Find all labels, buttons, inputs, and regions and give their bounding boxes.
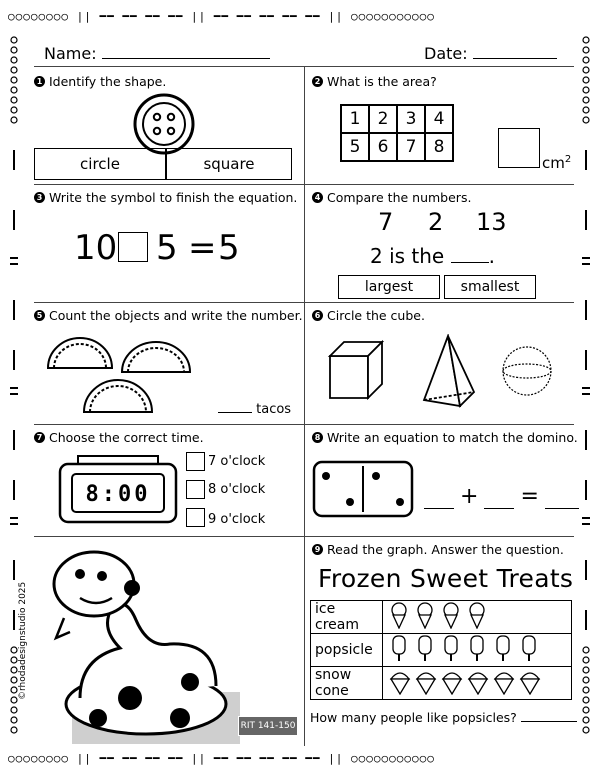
q4-number-2: 2 <box>428 208 444 236</box>
q3-title <box>34 190 297 205</box>
q2-answer-box[interactable] <box>498 128 540 168</box>
area-cell: 3 <box>397 105 425 133</box>
area-cell: 7 <box>397 133 425 161</box>
q7-title-text: Choose the correct time. <box>49 430 204 445</box>
q5-unit: tacos <box>256 402 292 417</box>
graph-title: Frozen Sweet Treats <box>318 564 574 593</box>
q3-right-number: 5 <box>156 228 178 268</box>
q4-period: . <box>488 244 495 268</box>
q3-number: 3 <box>34 192 45 203</box>
q3-equals: = <box>188 228 217 268</box>
q4-blank[interactable] <box>451 262 489 263</box>
q7-number: 7 <box>34 432 45 443</box>
q5-number: 5 <box>34 310 45 321</box>
q4-option-largest[interactable] <box>338 275 440 299</box>
area-cell: 8 <box>425 133 453 161</box>
pyramid-icon[interactable] <box>420 334 478 408</box>
grid-h1 <box>34 66 574 67</box>
ice-cream-icon <box>392 603 406 628</box>
q4-option-smallest[interactable] <box>444 275 536 299</box>
popsicle-icon <box>445 636 457 661</box>
q4-number-1: 7 <box>378 208 394 236</box>
popsicle-icon <box>393 636 405 661</box>
grid-h5 <box>34 536 574 537</box>
q7-option-7: 7 o'clock <box>208 454 266 469</box>
q4-number-3: 13 <box>476 208 507 236</box>
ice-cream-icon <box>418 603 432 628</box>
popsicle-icon <box>419 636 431 661</box>
snow-cone-icon <box>495 673 513 694</box>
snow-cone-icon <box>443 673 461 694</box>
q8-title <box>312 430 578 445</box>
name-line[interactable] <box>102 58 270 59</box>
q8-blank-3[interactable] <box>545 508 579 509</box>
q8-plus: + <box>460 484 479 509</box>
table-row <box>311 667 572 700</box>
q4-option-largest-label: largest <box>364 279 414 295</box>
row-label-snow-cone: snow cone <box>311 667 383 700</box>
q9-blank[interactable] <box>521 721 577 722</box>
q1-option-square[interactable] <box>166 148 292 180</box>
sphere-icon[interactable] <box>500 344 554 398</box>
row-label-popsicle: popsicle <box>311 634 383 667</box>
q4-title-text: Compare the numbers. <box>327 190 472 205</box>
table-row <box>311 634 572 667</box>
q3-symbol-box[interactable] <box>118 232 148 262</box>
grid-h4 <box>34 424 574 425</box>
q3-result: 5 <box>218 228 240 268</box>
snow-cone-icons <box>387 667 567 695</box>
area-cell: 5 <box>341 133 369 161</box>
q2-unit-text: cm <box>542 154 565 172</box>
q7-checkbox-7[interactable] <box>186 452 205 471</box>
q9-question-text: How many people like popsicles? <box>310 710 517 725</box>
q1-title <box>34 74 166 89</box>
border-top: ○○○○○○○○ || ━━ ━━ ━━ ━━ || ━━ ━━ ━━ ━━ ━━ || ○○○○○○○○○○○ <box>8 10 435 23</box>
q9-question <box>310 710 577 725</box>
snow-cone-icon <box>391 673 409 694</box>
ice-cream-icons <box>387 601 567 629</box>
rit-badge: RIT 141-150 <box>238 716 298 736</box>
name-label: Name: <box>44 44 97 63</box>
q7-option-8: 8 o'clock <box>208 482 266 497</box>
popsicle-icon <box>523 636 535 661</box>
row-label-ice-cream: ice cream <box>311 601 383 634</box>
q4-statement-text: 2 is the <box>370 244 445 268</box>
area-cell: 2 <box>369 105 397 133</box>
q7-checkbox-8[interactable] <box>186 480 205 499</box>
area-cell: 6 <box>369 133 397 161</box>
q5-title <box>34 308 303 323</box>
grid-h2 <box>34 184 574 185</box>
q1-option-circle[interactable] <box>34 148 166 180</box>
q2-unit <box>542 154 571 172</box>
q3-left-number: 10 <box>74 228 118 268</box>
q5-blank[interactable] <box>218 412 252 413</box>
q7-option-9: 9 o'clock <box>208 512 266 527</box>
q7-checkbox-9[interactable] <box>186 508 205 527</box>
ice-cream-icon <box>444 603 458 628</box>
button-shape-icon <box>132 92 196 156</box>
q5-title-text: Count the objects and write the number. <box>49 308 303 323</box>
q2-unit-exp: 2 <box>564 154 572 165</box>
q2-number: 2 <box>312 76 323 87</box>
domino-icon <box>312 460 414 518</box>
q8-equals: = <box>520 484 539 509</box>
snow-cone-icon <box>521 673 539 694</box>
popsicle-icon-row <box>387 634 567 662</box>
q7-title <box>34 430 204 445</box>
q5-answer[interactable] <box>218 402 291 417</box>
q9-title-text: Read the graph. Answer the question. <box>327 542 564 557</box>
snow-cone-icon <box>417 673 435 694</box>
q8-number: 8 <box>312 432 323 443</box>
q2-title-text: What is the area? <box>327 74 437 89</box>
copyright-text: ©rhodadesignstudio 2025 <box>18 581 28 700</box>
popsicle-icons <box>383 634 572 667</box>
snow-cone-icon <box>469 673 487 694</box>
q8-equation <box>424 484 579 509</box>
q2-title <box>312 74 437 89</box>
table-row <box>311 601 572 634</box>
q1-option-square-label: square <box>203 155 255 173</box>
clock-display: 8:00 <box>85 482 151 507</box>
q1-number: 1 <box>34 76 45 87</box>
q4-number: 4 <box>312 192 323 203</box>
snowcone-icons <box>383 667 572 700</box>
area-grid <box>340 104 454 162</box>
q9-number: 9 <box>312 544 323 555</box>
q6-title-text: Circle the cube. <box>327 308 425 323</box>
q8-title-text: Write an equation to match the domino. <box>327 430 578 445</box>
q8-blank-2[interactable] <box>484 508 514 509</box>
icecream-icons <box>383 601 572 634</box>
date-label: Date: <box>424 44 468 63</box>
q1-option-circle-label: circle <box>80 155 120 173</box>
date-line[interactable] <box>473 58 557 59</box>
ice-cream-icon <box>470 603 484 628</box>
pictograph-table <box>310 600 572 700</box>
date-field <box>424 44 557 63</box>
area-cell: 1 <box>341 105 369 133</box>
q8-blank-1[interactable] <box>424 508 454 509</box>
q6-number: 6 <box>312 310 323 321</box>
area-cell: 4 <box>425 105 453 133</box>
q4-title <box>312 190 471 205</box>
name-field <box>44 44 270 63</box>
q9-title <box>312 542 564 557</box>
grid-vertical <box>304 66 305 746</box>
tacos-illustration <box>44 324 194 416</box>
popsicle-icon <box>471 636 483 661</box>
q3-title-text: Write the symbol to finish the equation. <box>49 190 298 205</box>
q1-title-text: Identify the shape. <box>49 74 167 89</box>
q6-title <box>312 308 425 323</box>
cube-icon[interactable] <box>326 338 386 404</box>
q4-option-smallest-label: smallest <box>460 279 520 295</box>
q4-statement <box>370 244 495 268</box>
popsicle-icon <box>497 636 509 661</box>
snake-illustration <box>40 548 240 744</box>
grid-h3 <box>34 302 574 303</box>
border-bottom: ○○○○○○○○ || ━━ ━━ ━━ ━━ || ━━ ━━ ━━ ━━ ━━ || ○○○○○○○○○○○ <box>8 752 435 765</box>
